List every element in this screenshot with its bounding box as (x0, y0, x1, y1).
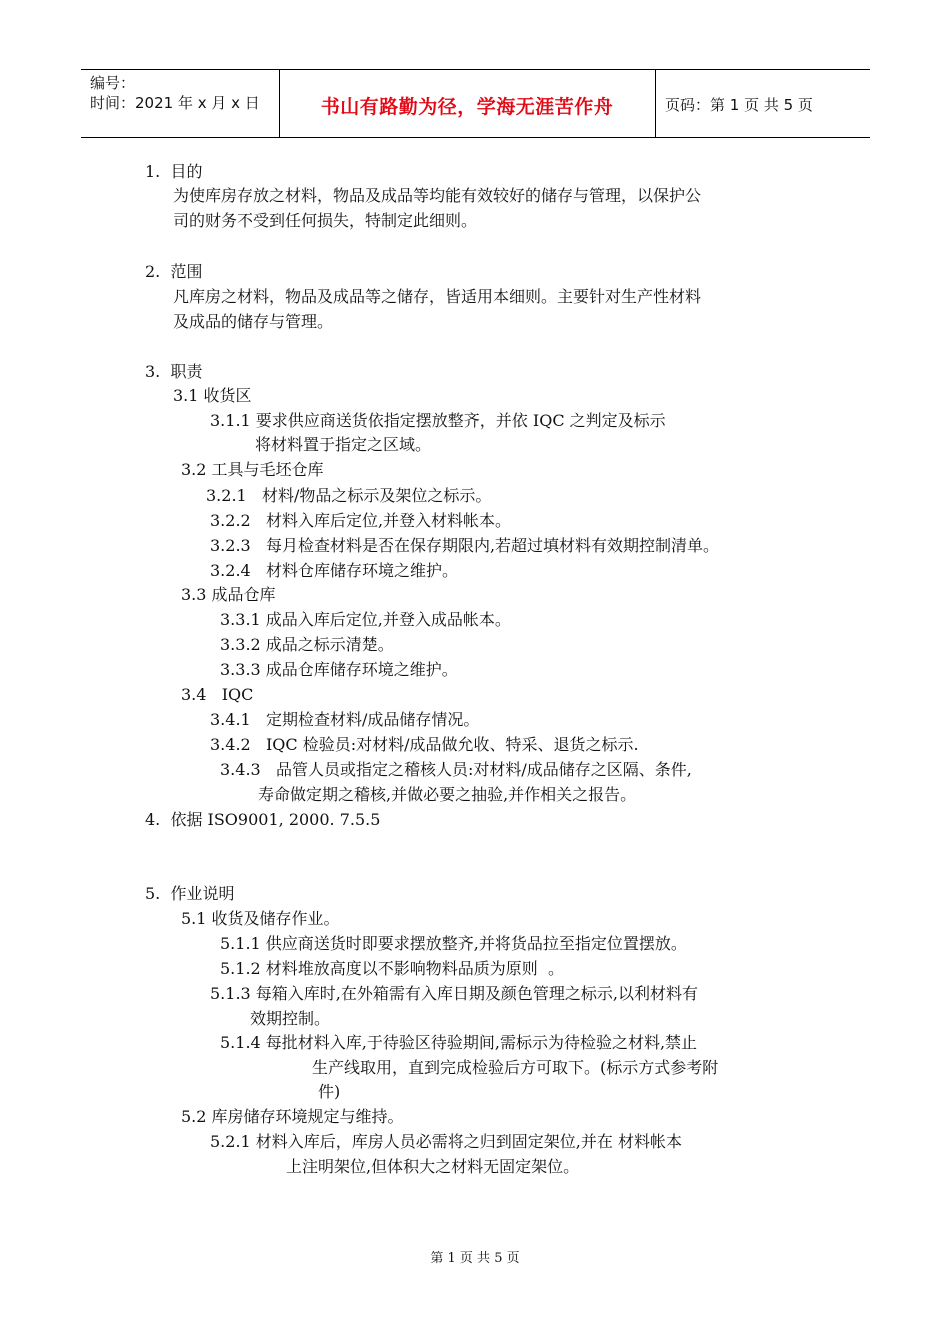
body-line: 3.4.1 定期检查材料/成品储存情况。 (210, 710, 480, 729)
body-line: 将材料置于指定之区域。 (255, 435, 432, 454)
body-line: 5.1.2 材料堆放高度以不影响物料品质为原则 。 (220, 959, 564, 978)
section-4-heading: 4. 依据 ISO9001, 2000. 7.5.5 (145, 810, 381, 829)
document-number-label: 编号： (90, 74, 136, 92)
header-motto-cell (279, 70, 656, 137)
body-line: 3.3.1 成品入库后定位,并登入成品帐本。 (220, 610, 511, 629)
section-1-heading: 1. 目的 (145, 162, 203, 181)
body-line: 3.3.3 成品仓库储存环境之维护。 (220, 660, 458, 679)
body-line: 件) (318, 1082, 341, 1101)
section-5-heading: 5. 作业说明 (145, 884, 235, 903)
body-line: 3.4.3 品管人员或指定之稽核人员:对材料/成品储存之区隔、条件, (220, 760, 692, 779)
body-line: 及成品的储存与管理。 (173, 312, 334, 331)
body-line: 凡库房之材料，物品及成品等之储存，皆适用本细则。主要针对生产性材料 (173, 287, 702, 306)
header-info-cell (81, 70, 280, 137)
header-motto: 书山有路勤为径，学海无涯苦作舟 (320, 96, 614, 118)
header-table (81, 69, 870, 138)
body-line: 3.2.4 材料仓库储存环境之维护。 (210, 561, 458, 580)
body-line: 5.1.1 供应商送货时即要求摆放整齐,并将货品拉至指定位置摆放。 (220, 934, 687, 953)
subsection-heading: 3.1 收货区 (173, 386, 252, 405)
body-line: 效期控制。 (250, 1009, 331, 1028)
body-line: 5.1.4 每批材料入库,于待验区待验期间,需标示为待检验之材料,禁止 (220, 1033, 698, 1052)
header-page-number: 页码：第 1 页 共 5 页 (665, 96, 813, 114)
subsection-heading: 3.2 工具与毛坯仓库 (181, 460, 324, 479)
document-date-label: 时间：2021 年 x 月 x 日 (90, 94, 260, 112)
header-page-cell (655, 70, 870, 137)
body-line: 为使库房存放之材料，物品及成品等均能有效较好的储存与管理，以保护公 (173, 186, 702, 205)
subsection-heading: 5.1 收货及储存作业。 (181, 909, 340, 928)
subsection-heading: 5.2 库房储存环境规定与维持。 (181, 1107, 404, 1126)
body-line: 司的财务不受到任何损失，特制定此细则。 (173, 211, 478, 230)
body-line: 3.4.2 IQC 检验员:对材料/成品做允收、特采、退货之标示. (210, 735, 639, 754)
subsection-heading: 3.4 IQC (181, 685, 254, 704)
subsection-heading: 3.3 成品仓库 (181, 585, 276, 604)
body-line: 3.2.3 每月检查材料是否在保存期限内,若超过填材料有效期控制清单。 (210, 536, 720, 555)
body-line: 生产线取用，直到完成检验后方可取下。(标示方式参考附 (312, 1058, 719, 1077)
body-line: 上注明架位,但体积大之材料无固定架位。 (286, 1157, 580, 1176)
body-line: 5.2.1 材料入库后，库房人员必需将之归到固定架位,并在 材料帐本 (210, 1132, 682, 1151)
body-line: 寿命做定期之稽核,并做必要之抽验,并作相关之报告。 (258, 785, 637, 804)
body-line: 3.2.2 材料入库后定位,并登入材料帐本。 (210, 511, 512, 530)
section-3-heading: 3. 职责 (145, 362, 203, 381)
body-line: 5.1.3 每箱入库时,在外箱需有入库日期及颜色管理之标示,以利材料有 (210, 984, 698, 1003)
body-line: 3.3.2 成品之标示清楚。 (220, 635, 394, 654)
section-2-heading: 2. 范围 (145, 262, 203, 281)
page-footer: 第 1 页 共 5 页 (430, 1251, 520, 1266)
body-line: 3.1.1 要求供应商送货依指定摆放整齐，并依 IQC 之判定及标示 (210, 411, 666, 430)
body-line: 3.2.1 材料/物品之标示及架位之标示。 (206, 486, 492, 505)
